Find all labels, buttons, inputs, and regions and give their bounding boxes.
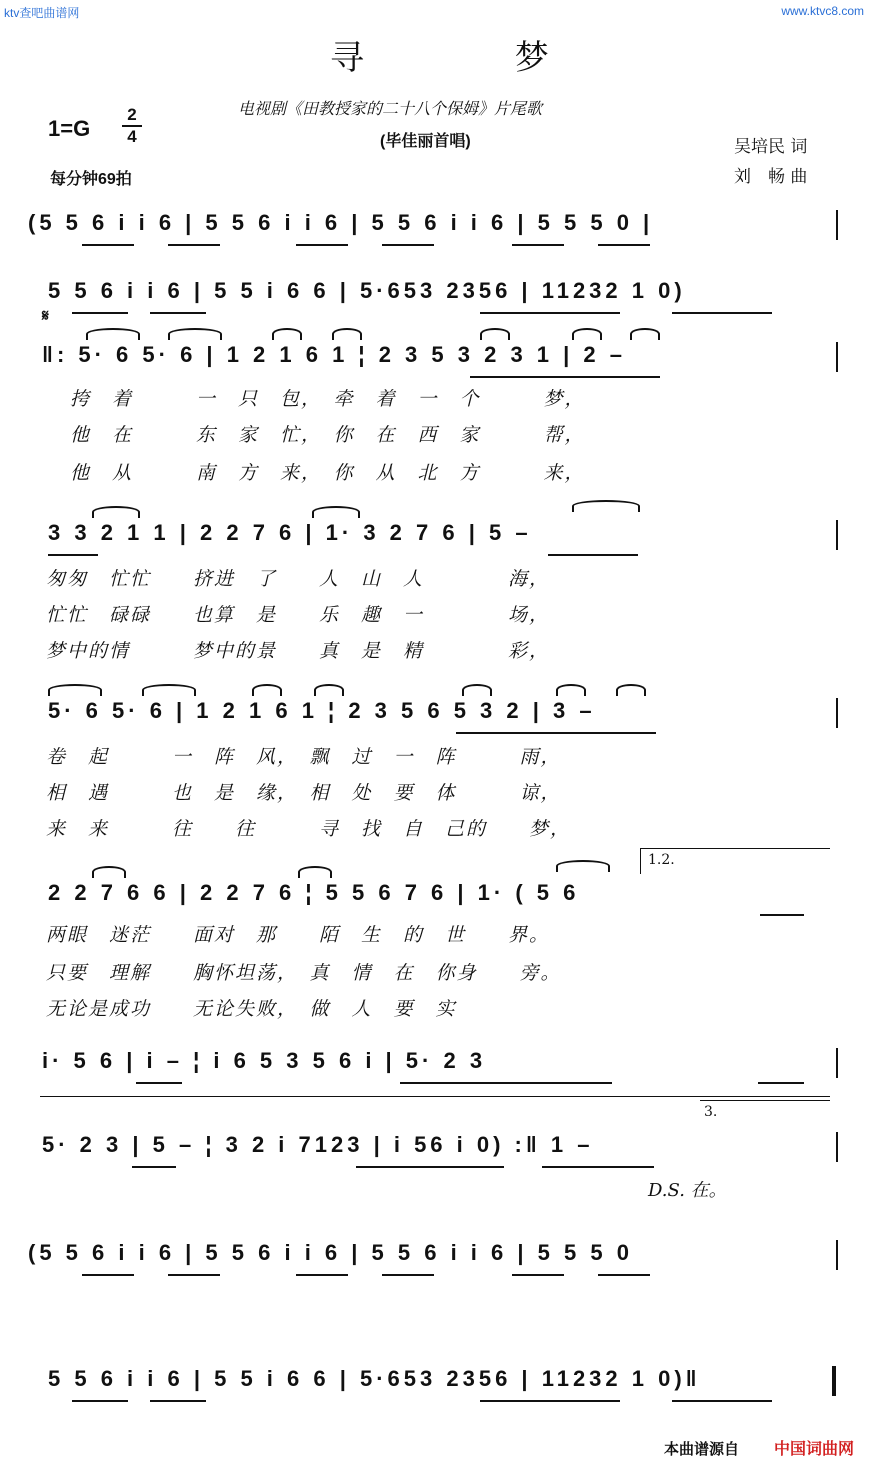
lyric-line: 无论是成功 无论失败， 做 人 要 实 (46, 998, 457, 1020)
staff-line-10 (0, 1364, 870, 1404)
lyricist-credit: 吴培民 词 (734, 137, 808, 157)
final-barline (832, 1366, 836, 1396)
lyric-line: 梦中的情 梦中的景 真 是 精 彩， (46, 640, 551, 662)
slur (462, 684, 492, 696)
staff-notes: 3 3 2 1 1 | 2 2 7 6 | 1· 3 2 7 6 | 5 – (48, 520, 532, 545)
lyric-line: 只要 理解 胸怀坦荡， 真 情 在 你身 旁。 (46, 962, 562, 984)
composer-credit: 刘 畅 曲 (734, 167, 808, 187)
footer-site-name: 中国词曲网 (774, 1441, 855, 1458)
volta-label-1-2: 1.2. (648, 852, 675, 868)
volta-bracket (640, 848, 830, 849)
staff-notes: 5 5 6 i i 6 | 5 5 i 6 6 | 5·653 2356 | 11232 1 0) (48, 278, 686, 303)
staff-line-5 (0, 696, 870, 736)
staff-notes: i· 5 6 | i – ¦ i 6 5 3 5 6 i | 5· 2 3 (42, 1048, 487, 1073)
watermark-right: www.ktvc8.com (781, 4, 864, 18)
beam (548, 554, 638, 556)
slur (572, 500, 640, 512)
lyric-line: 他 在 东 家 忙， 你 在 西 家 帮， (70, 424, 586, 446)
song-subtitle: 电视剧《田教授家的二十八个保姆》片尾歌 (238, 99, 543, 118)
beam (542, 1166, 654, 1168)
lyric-line: 相 遇 也 是 缘， 相 处 要 体 谅， (46, 782, 562, 804)
beam (456, 732, 656, 734)
volta-bracket-edge (640, 848, 641, 874)
beam (132, 1166, 176, 1168)
beam (512, 1274, 564, 1276)
singer-credit: (毕佳丽首唱) (380, 133, 471, 150)
beam (356, 1166, 504, 1168)
beam (382, 244, 434, 246)
lyric-line: 卷 起 一 阵 风， 飘 过 一 阵 雨， (46, 746, 562, 768)
beam (480, 312, 620, 314)
slur (298, 866, 332, 878)
beam (136, 1082, 182, 1084)
beam (72, 312, 128, 314)
beam (296, 244, 348, 246)
staff-notes: 5· 2 3 | 5 – ¦ 3 2 i 7123 | i 56 i 0) :‖ 1 – (42, 1132, 594, 1157)
slur (252, 684, 282, 696)
barline (836, 342, 838, 372)
slur (572, 328, 602, 340)
beam (150, 312, 206, 314)
beam (382, 1274, 434, 1276)
lyric-line: 两眼 迷茫 面对 那 陌 生 的 世 界。 (46, 924, 551, 946)
staff-line-9 (0, 1238, 870, 1278)
staff-notes: ‖: 5· 6 5· 6 | 1 2 1 6 1 ¦ 2 3 5 3 2 3 1 | 2 – (42, 342, 626, 367)
staff-line-1 (0, 208, 870, 248)
staff-line-6 (0, 878, 870, 918)
slur (480, 328, 510, 340)
beam (758, 1082, 804, 1084)
lyric-line: 匆匆 忙忙 挤进 了 人 山 人 海， (46, 568, 551, 590)
staff-line-8 (0, 1130, 870, 1170)
volta-bracket (700, 1100, 830, 1101)
slur (92, 866, 126, 878)
beam (760, 914, 804, 916)
footer-source-label: 本曲谱源自 (664, 1441, 740, 1458)
slur (86, 328, 140, 340)
staff-notes: 2 2 7 6 6 | 2 2 7 6 ¦ 5 5 6 7 6 | 1· ( 5 6 (48, 880, 580, 905)
staff-line-2 (0, 276, 870, 316)
dal-segno-marking: D.S. 在。 (648, 1180, 727, 1201)
staff-line-7 (0, 1046, 870, 1086)
barline (836, 1132, 838, 1162)
beam (48, 554, 98, 556)
beam (400, 1082, 612, 1084)
time-signature-bottom: 4 (127, 127, 137, 146)
beam (672, 1400, 772, 1402)
slur (556, 860, 610, 872)
slur (314, 684, 344, 696)
barline (836, 210, 838, 240)
lyric-line: 来 来 往 往 寻 找 自 己的 梦， (46, 818, 572, 840)
staff-divider (40, 1096, 830, 1097)
slur (616, 684, 646, 696)
barline (836, 1048, 838, 1078)
slur (312, 506, 360, 518)
volta-label-3: 3. (704, 1104, 718, 1120)
barline (836, 698, 838, 728)
barline (836, 1240, 838, 1270)
watermark-left: ktv查吧曲谱网 (4, 6, 80, 20)
beam (82, 244, 134, 246)
slur (92, 506, 140, 518)
slur (48, 684, 102, 696)
tempo-marking: 每分钟69拍 (50, 171, 132, 188)
slur (630, 328, 660, 340)
slur (142, 684, 196, 696)
segno-icon: 𝄋 (42, 306, 49, 325)
staff-notes: 5 5 6 i i 6 | 5 5 i 6 6 | 5·653 2356 | 11232 1 0)‖ (48, 1366, 701, 1391)
beam (480, 1400, 620, 1402)
key-signature: 1=G (48, 116, 91, 141)
beam (672, 312, 772, 314)
beam (512, 244, 564, 246)
slur (168, 328, 222, 340)
song-title: 寻 梦 (330, 38, 619, 78)
beam (72, 1400, 128, 1402)
beam (470, 376, 660, 378)
beam (150, 1400, 206, 1402)
staff-notes: (5 5 6 i i 6 | 5 5 6 i i 6 | 5 5 6 i i 6 | 5 5 5 0 (28, 1240, 633, 1265)
beam (598, 1274, 650, 1276)
staff-line-3 (0, 340, 870, 380)
beam (82, 1274, 134, 1276)
staff-notes: (5 5 6 i i 6 | 5 5 6 i i 6 | 5 5 6 i i 6 | 5 5 5 0 | (28, 210, 654, 235)
staff-notes: 5· 6 5· 6 | 1 2 1 6 1 ¦ 2 3 5 6 5 3 2 | 3 – (48, 698, 596, 723)
time-signature (122, 106, 142, 146)
slur (556, 684, 586, 696)
beam (598, 244, 650, 246)
lyric-line: 挎 着 一 只 包， 牵 着 一 个 梦， (70, 388, 586, 410)
slur (272, 328, 302, 340)
time-signature-top: 2 (127, 105, 137, 124)
staff-line-4 (0, 518, 870, 558)
beam (168, 244, 220, 246)
barline (836, 520, 838, 550)
lyric-line: 忙忙 碌碌 也算 是 乐 趣 一 场， (46, 604, 551, 626)
beam (296, 1274, 348, 1276)
beam (168, 1274, 220, 1276)
lyric-line: 他 从 南 方 来， 你 从 北 方 来， (70, 462, 586, 484)
slur (332, 328, 362, 340)
